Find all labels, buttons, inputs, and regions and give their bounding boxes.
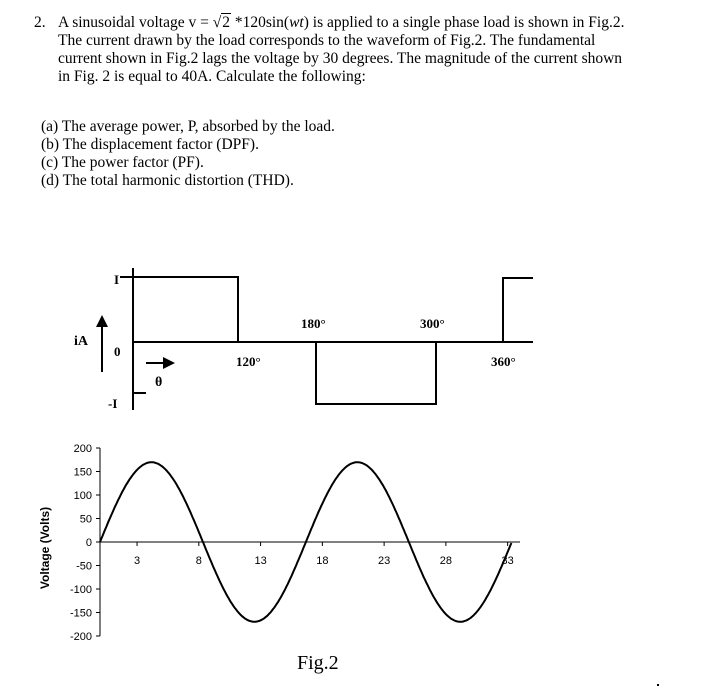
x-tick-label: 13 <box>254 555 267 567</box>
x-tick-label: 3 <box>133 555 141 567</box>
omega-t: wt <box>289 14 304 31</box>
stray-dot <box>657 684 659 686</box>
part-b: (b) The displacement factor (DPF). <box>41 136 259 153</box>
voltage-ylabel: Voltage (Volts) <box>38 506 52 590</box>
problem-number: 2. <box>34 14 46 31</box>
negative-pulse <box>316 342 436 404</box>
angle-120: 120° <box>236 354 261 369</box>
y-tick-label: 0 <box>85 537 92 549</box>
next-positive-pulse <box>503 278 533 342</box>
y-tick-label: 50 <box>79 513 92 526</box>
problem-body-text: ) is applied to a single phase load is shown in Fig.2. The current drawn by the load corresponds to the waveform of Fig.2. The fundamental current shown in Fig.2 lags the voltage by 30 degrees. The magnitude of the current shown in Fig. 2 is equal to 40A. Calculate the following: <box>58 14 625 85</box>
y-tick-label: 100 <box>73 490 92 502</box>
part-a: (a) The average power, P, absorbed by the load. <box>41 118 335 135</box>
figure-caption: Fig.2 <box>297 652 339 674</box>
theta-arrow-head-icon <box>163 357 175 369</box>
voltage-chart <box>70 443 520 643</box>
y-tick-label: 150 <box>73 466 92 479</box>
x-tick-label: 28 <box>439 555 453 567</box>
y-tick-label: -50 <box>76 560 92 573</box>
x-tick-label: 23 <box>377 555 391 567</box>
angle-360: 360° <box>491 354 516 369</box>
label-negI: -I <box>108 396 118 411</box>
x-tick-label: 8 <box>195 555 202 567</box>
part-d: (d) The total harmonic distortion (THD). <box>41 172 294 189</box>
intro-rest: *120sin( <box>230 14 290 31</box>
y-tick-label: 200 <box>73 443 92 455</box>
y-tick-label: -200 <box>69 631 92 643</box>
label-theta: θ <box>155 375 163 390</box>
y-tick-label: -100 <box>69 584 92 596</box>
y-tick-label: -150 <box>69 607 92 620</box>
sqrt-expression: √2 <box>212 14 230 31</box>
label-zero: 0 <box>114 344 121 359</box>
angle-180: 180° <box>301 316 326 331</box>
positive-pulse <box>133 277 238 342</box>
intro-text: A sinusoidal voltage v = <box>58 14 213 31</box>
x-tick-label: 18 <box>316 555 329 567</box>
x-tick-label: 33 <box>501 555 514 567</box>
label-iA: iA <box>74 334 88 349</box>
ia-arrow-head-icon <box>96 315 108 327</box>
angle-300: 300° <box>420 316 445 331</box>
sqrt-radicand: 2 <box>222 14 230 31</box>
part-c: (c) The power factor (PF). <box>41 154 204 171</box>
label-I: I <box>114 272 120 287</box>
